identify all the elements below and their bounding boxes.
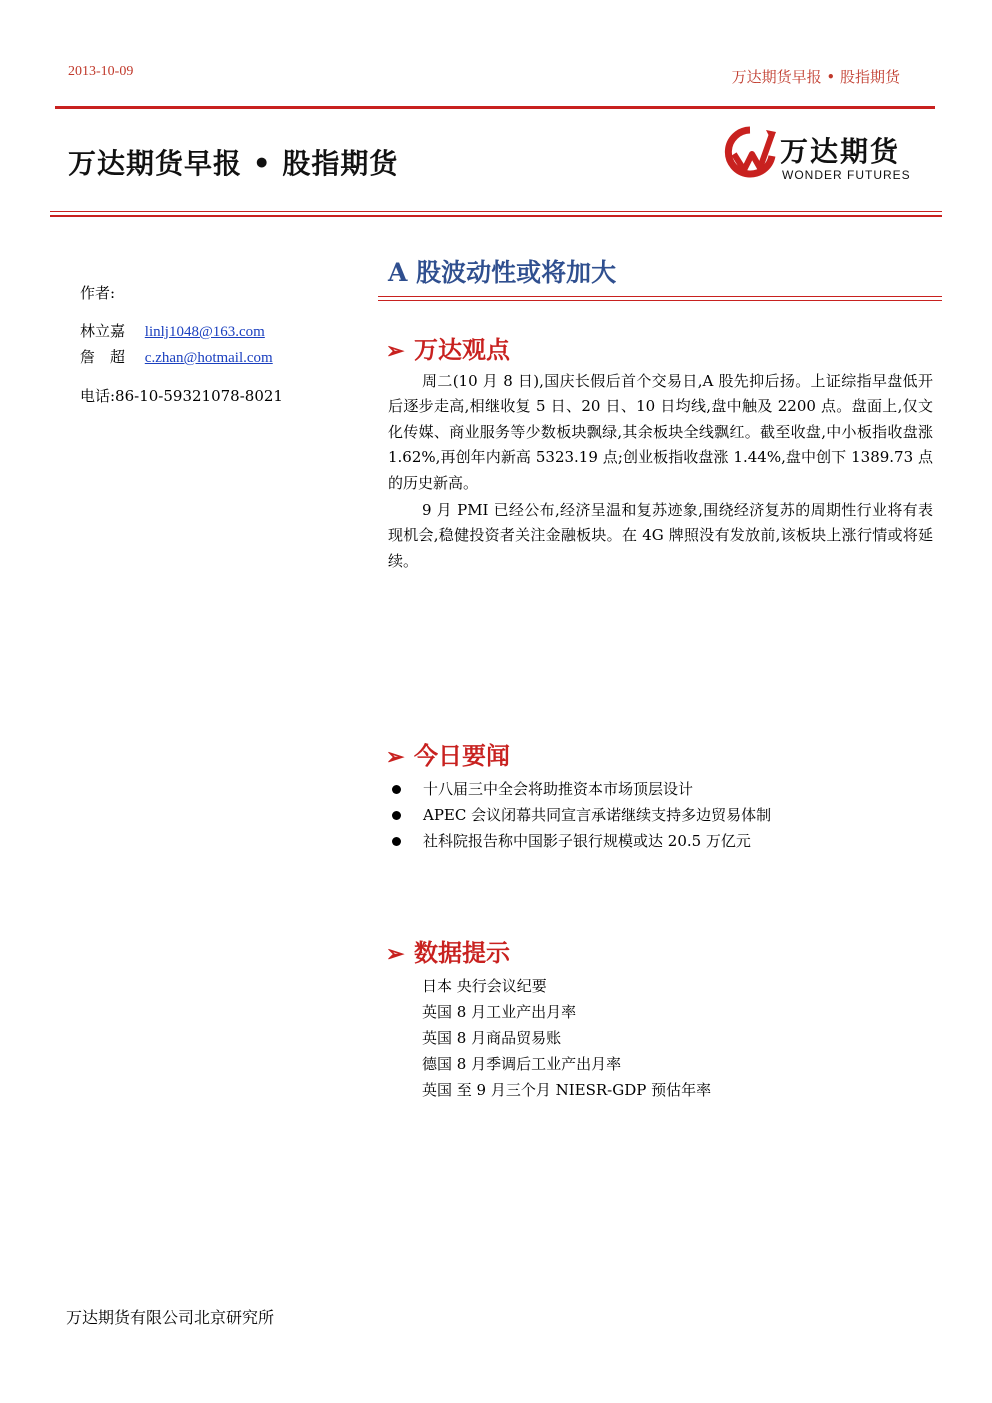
list-item	[388, 828, 771, 854]
list-item	[388, 802, 771, 828]
header-divider-bottom	[50, 215, 942, 217]
author-email-link[interactable]: c.zhan@hotmail.com	[144, 350, 273, 366]
list-item: 英国 8 月商品贸易账	[422, 1029, 562, 1047]
author-name: 林立嘉	[80, 322, 126, 340]
bullet-dot-icon	[392, 785, 401, 794]
author-name: 詹 超	[80, 348, 126, 366]
chevron-right-icon: ➢	[386, 338, 405, 364]
section-heading-label: 数据提示	[414, 938, 510, 967]
list-item	[388, 776, 771, 802]
author-email-link[interactable]: linlj1048@163.com	[144, 324, 265, 340]
section-heading-news	[386, 736, 510, 771]
document-title: 万达期货早报 • 股指期货	[68, 147, 399, 180]
wonder-futures-logo-icon	[722, 124, 778, 184]
data-tips-list	[422, 973, 711, 1103]
chevron-right-icon: ➢	[386, 941, 405, 967]
header-rule	[55, 106, 935, 109]
view-paragraph: 周二(10 月 8 日),国庆长假后首个交易日,A 股先抑后扬。上证综指早盘低开后逐步走高,相继收复 5 日、20 日、10 日均线,盘中触及 2200 点。盘面上,仅文化传媒、商业服务等少数板块飘绿,其余板块全线飘红。截至收盘,中小板指收盘涨 1.62%,再创年内新高 5323.19 点;创业板指收盘涨 1.44%,盘中创下 1389.73 点的历史新高。	[388, 372, 933, 492]
bullet-dot-icon	[392, 837, 401, 846]
list-item: 英国 8 月工业产出月率	[422, 1003, 577, 1021]
author-phone: 电话:86-10-59321078-8021	[80, 387, 283, 405]
chevron-right-icon: ➢	[386, 744, 405, 770]
report-date: 2013-10-09	[68, 64, 134, 79]
news-item-text: APEC 会议闭幕共同宣言承诺继续支持多边贸易体制	[423, 806, 772, 824]
logo-text-en: WONDER FUTURES	[782, 168, 911, 182]
title-rule-top	[378, 296, 942, 297]
view-paragraph: 9 月 PMI 已经公布,经济呈温和复苏迹象,围绕经济复苏的周期性行业将有表现机会,稳健投资者关注金融板块。在 4G 牌照没有发放前,该板块上涨行情或将延续。	[388, 501, 933, 570]
title-rule-bottom	[378, 300, 942, 301]
article-title: A 股波动性或将加大	[388, 258, 617, 287]
section-heading-data	[386, 933, 510, 968]
list-item: 日本 央行会议纪要	[422, 977, 547, 995]
author-row	[80, 320, 265, 341]
footer-company: 万达期货有限公司北京研究所	[66, 1308, 275, 1327]
logo-text-cn: 万达期货	[780, 135, 901, 168]
news-item-text: 十八届三中全会将助推资本市场顶层设计	[423, 780, 694, 798]
news-list	[388, 776, 771, 854]
list-item: 英国 至 9 月三个月 NIESR-GDP 预估年率	[422, 1081, 712, 1099]
company-logo	[722, 124, 932, 184]
header-divider-top	[50, 211, 942, 212]
running-header: 万达期货早报 • 股指期货	[731, 68, 900, 86]
author-label: 作者:	[80, 284, 116, 302]
section-heading-label: 今日要闻	[414, 741, 510, 770]
list-item: 德国 8 月季调后工业产出月率	[422, 1055, 622, 1073]
section-heading-view	[386, 330, 510, 365]
news-item-text: 社科院报告称中国影子银行规模或达 20.5 万亿元	[423, 832, 751, 850]
author-row	[80, 346, 273, 367]
section-heading-label: 万达观点	[414, 335, 510, 364]
bullet-dot-icon	[392, 811, 401, 820]
